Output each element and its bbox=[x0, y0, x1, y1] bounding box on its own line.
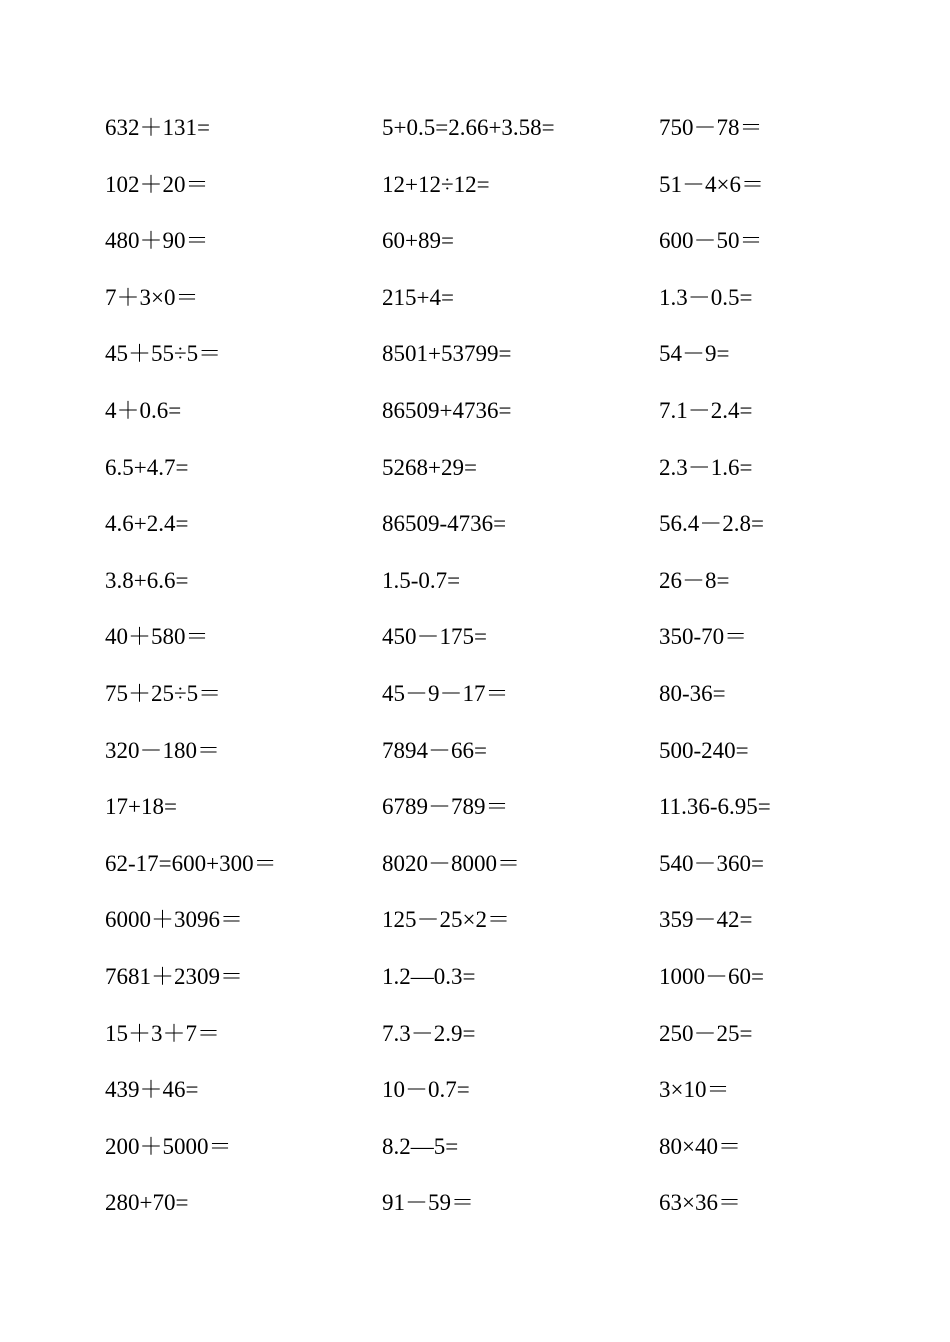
problem-cell: 7.1－2.4= bbox=[659, 397, 753, 423]
problem-row bbox=[105, 451, 865, 508]
problem-cell: 250－25= bbox=[659, 1020, 753, 1046]
problem-cell: 2.3－1.6= bbox=[659, 454, 753, 480]
problem-cell: 540－360= bbox=[659, 850, 764, 876]
problem-cell: 1.2—0.3= bbox=[382, 963, 476, 989]
problem-cell: 3.8+6.6= bbox=[105, 567, 189, 593]
problem-cell: 350-70＝ bbox=[659, 624, 748, 650]
problem-cell: 12+12÷12= bbox=[382, 171, 490, 197]
problem-cell: 1.5-0.7= bbox=[382, 567, 461, 593]
problem-cell: 1.3－0.5= bbox=[659, 284, 753, 310]
problem-cell: 45＋55÷5＝ bbox=[105, 341, 222, 367]
problem-cell: 439＋46= bbox=[105, 1077, 199, 1103]
problem-row bbox=[105, 1186, 865, 1243]
problem-cell: 17+18= bbox=[105, 794, 177, 820]
problem-row bbox=[105, 620, 865, 677]
problem-row bbox=[105, 790, 865, 847]
problem-cell: 7.3－2.9= bbox=[382, 1020, 476, 1046]
problem-cell: 7＋3×0＝ bbox=[105, 284, 199, 310]
problem-row bbox=[105, 337, 865, 394]
problem-cell: 102＋20＝ bbox=[105, 171, 209, 197]
problem-cell: 500-240= bbox=[659, 737, 749, 763]
problem-row bbox=[105, 734, 865, 791]
problem-cell: 632＋131= bbox=[105, 115, 210, 140]
problem-cell: 4.6+2.4= bbox=[105, 511, 189, 537]
problem-cell: 80-36= bbox=[659, 680, 726, 706]
problem-cell: 215+4= bbox=[382, 284, 454, 310]
problem-row bbox=[105, 847, 865, 904]
problem-row bbox=[105, 1017, 865, 1074]
problem-cell: 26－8= bbox=[659, 567, 730, 593]
problem-cell: 45－9－17＝ bbox=[382, 680, 509, 706]
problem-cell: 51－4×6＝ bbox=[659, 171, 764, 197]
problem-cell: 75＋25÷5＝ bbox=[105, 680, 222, 706]
problem-cell: 280+70= bbox=[105, 1190, 189, 1216]
problem-cell: 91－59＝ bbox=[382, 1190, 474, 1216]
problem-cell: 54－9= bbox=[659, 341, 730, 367]
problem-cell: 7894－66= bbox=[382, 737, 487, 763]
problem-cell: 450－175= bbox=[382, 624, 487, 650]
math-worksheet bbox=[105, 111, 865, 1243]
problem-cell: 1000－60= bbox=[659, 963, 764, 989]
problem-row bbox=[105, 507, 865, 564]
problem-cell: 6000＋3096＝ bbox=[105, 907, 243, 933]
problem-cell: 7681＋2309＝ bbox=[105, 963, 243, 989]
problem-cell: 8.2—5= bbox=[382, 1133, 459, 1159]
problem-row bbox=[105, 394, 865, 451]
problem-cell: 5268+29= bbox=[382, 454, 477, 480]
problem-cell: 11.36-6.95= bbox=[659, 794, 771, 820]
problem-cell: 320－180＝ bbox=[105, 737, 220, 763]
problem-cell: 8501+53799= bbox=[382, 341, 512, 367]
problem-cell: 15＋3＋7＝ bbox=[105, 1020, 220, 1046]
problem-cell: 5+0.5=2.66+3.58= bbox=[382, 115, 555, 140]
problem-row bbox=[105, 1130, 865, 1187]
problem-cell: 480＋90＝ bbox=[105, 228, 209, 254]
problem-cell: 40＋580＝ bbox=[105, 624, 209, 650]
problem-cell: 10－0.7= bbox=[382, 1077, 470, 1103]
problem-row bbox=[105, 960, 865, 1017]
problem-cell: 600－50＝ bbox=[659, 228, 763, 254]
problem-row bbox=[105, 224, 865, 281]
problem-cell: 80×40＝ bbox=[659, 1133, 741, 1159]
problem-cell: 6.5+4.7= bbox=[105, 454, 189, 480]
problem-cell: 3×10＝ bbox=[659, 1077, 730, 1103]
problem-cell: 60+89= bbox=[382, 228, 454, 254]
problem-cell: 200＋5000＝ bbox=[105, 1133, 232, 1159]
problem-cell: 62-17=600+300＝ bbox=[105, 850, 277, 876]
problem-row bbox=[105, 281, 865, 338]
problem-row bbox=[105, 111, 865, 168]
problem-cell: 86509-4736= bbox=[382, 511, 507, 537]
problem-cell: 56.4－2.8= bbox=[659, 511, 764, 537]
problem-row bbox=[105, 564, 865, 621]
problem-cell: 359－42= bbox=[659, 907, 753, 933]
problem-row bbox=[105, 903, 865, 960]
problem-cell: 6789－789＝ bbox=[382, 794, 509, 820]
problem-cell: 750－78＝ bbox=[659, 115, 763, 140]
problem-row bbox=[105, 1073, 865, 1130]
problem-cell: 4＋0.6= bbox=[105, 397, 182, 423]
problem-cell: 125－25×2＝ bbox=[382, 907, 510, 933]
problem-cell: 86509+4736= bbox=[382, 397, 512, 423]
problem-cell: 8020－8000＝ bbox=[382, 850, 520, 876]
problem-row bbox=[105, 168, 865, 225]
problem-row bbox=[105, 677, 865, 734]
problem-cell: 63×36＝ bbox=[659, 1190, 741, 1216]
